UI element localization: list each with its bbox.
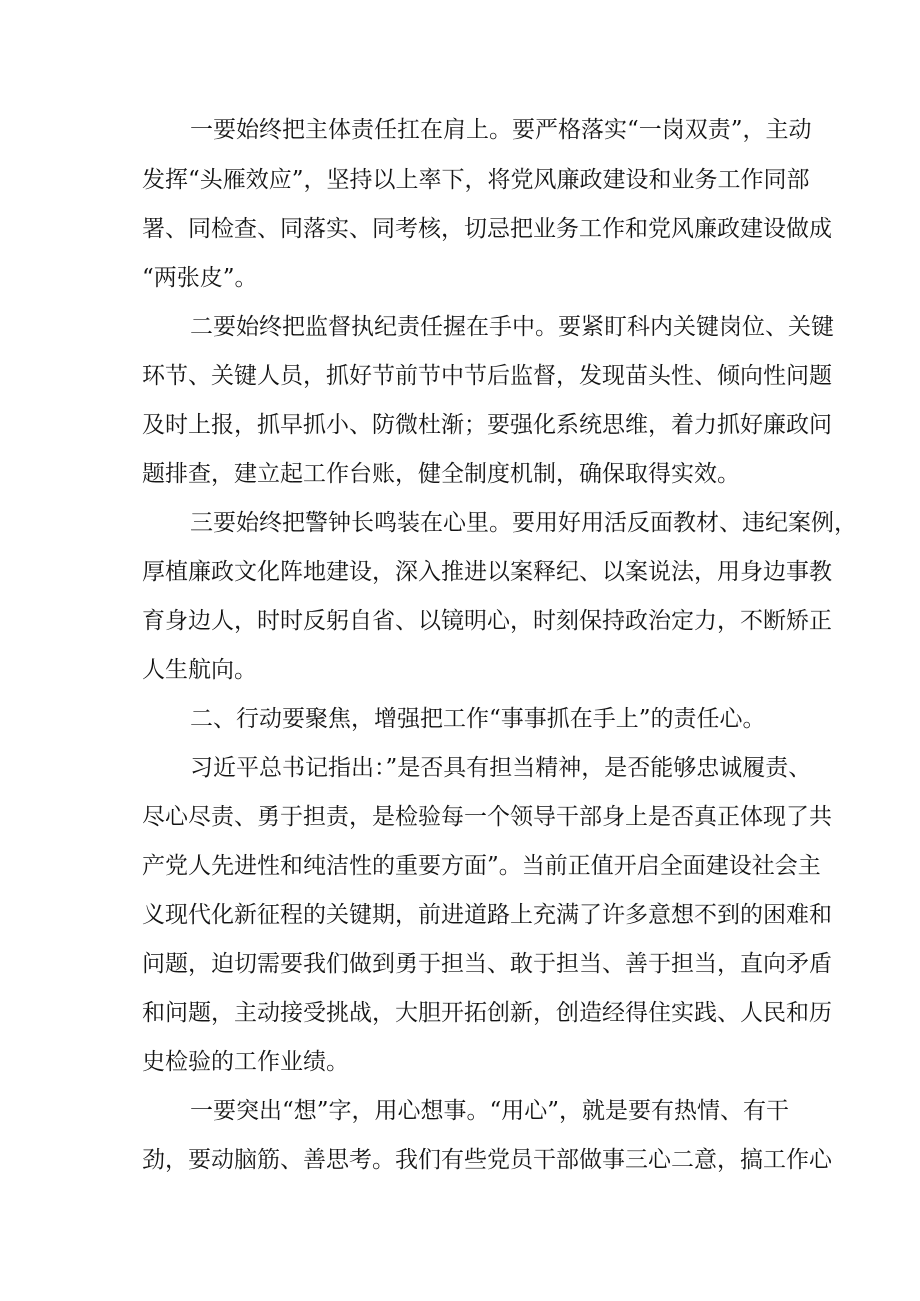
paragraph-2-line-3: 及时上报，抓早抓小、防微杜渐；要强化系统思维，着力抓好廉政问 — [142, 412, 832, 438]
paragraph-3-line-2: 厚植廉政文化阵地建设，深入推进以案释纪、以案说法，用身边事教 — [142, 559, 832, 585]
paragraph-6-line-1: 一要突出“想”字，用心想事。“用心”，就是要有热情、有干 — [190, 1098, 790, 1124]
paragraph-2-line-2: 环节、关键人员，抓好节前节中节后监督，发现苗头性、倾向性问题 — [142, 363, 832, 389]
paragraph-3-line-1: 三要始终把警钟长鸣装在心里。要用好用活反面教材、违纪案例， — [190, 510, 857, 536]
paragraph-1-line-1: 一要始终把主体责任扛在肩上。要严格落实“一岗双责”，主动 — [190, 117, 812, 143]
section-heading: 二、行动要聚焦，增强把工作“事事抓在手上”的责任心。 — [190, 706, 766, 732]
paragraph-5-line-7: 史检验的工作业绩。 — [142, 1049, 349, 1075]
paragraph-5-line-6: 和问题，主动接受挑战，大胆开拓创新，创造经得住实践、人民和历 — [142, 1000, 832, 1026]
paragraph-1-line-4: “两张皮”。 — [142, 265, 258, 291]
paragraph-1-line-2: 发挥“头雁效应”，坚持以上率下，将党风廉政建设和业务工作同部 — [142, 167, 810, 193]
paragraph-3-line-4: 人生航向。 — [142, 657, 257, 683]
paragraph-5-line-5: 问题，迫切需要我们做到勇于担当、敢于担当、善于担当，直向矛盾 — [142, 951, 832, 977]
paragraph-1-line-3: 署、同检查、同落实、同考核，切忌把业务工作和党风廉政建设做成 — [142, 216, 832, 242]
paragraph-3-line-3: 育身边人，时时反躬自省、以镜明心，时刻保持政治定力，不断矫正 — [142, 608, 832, 634]
paragraph-6-line-2: 劲，要动脑筋、善思考。我们有些党员干部做事三心二意，搞工作心 — [142, 1147, 832, 1173]
paragraph-5-line-3: 产党人先进性和纯洁性的重要方面”。当前正值开启全面建设社会主 — [142, 853, 821, 879]
paragraph-5-line-1: 习近平总书记指出：”是否具有担当精神，是否能够忠诚履责、 — [190, 755, 812, 781]
paragraph-5-line-2: 尽心尽责、勇于担责，是检验每一个领导干部身上是否真正体现了共 — [142, 804, 832, 830]
paragraph-2-line-4: 题排查，建立起工作台账，健全制度机制，确保取得实效。 — [142, 461, 740, 487]
paragraph-2-line-1: 二要始终把监督执纪责任握在手中。要紧盯科内关键岗位、关键 — [190, 314, 834, 340]
paragraph-5-line-4: 义现代化新征程的关键期，前进道路上充满了许多意想不到的困难和 — [142, 902, 832, 928]
